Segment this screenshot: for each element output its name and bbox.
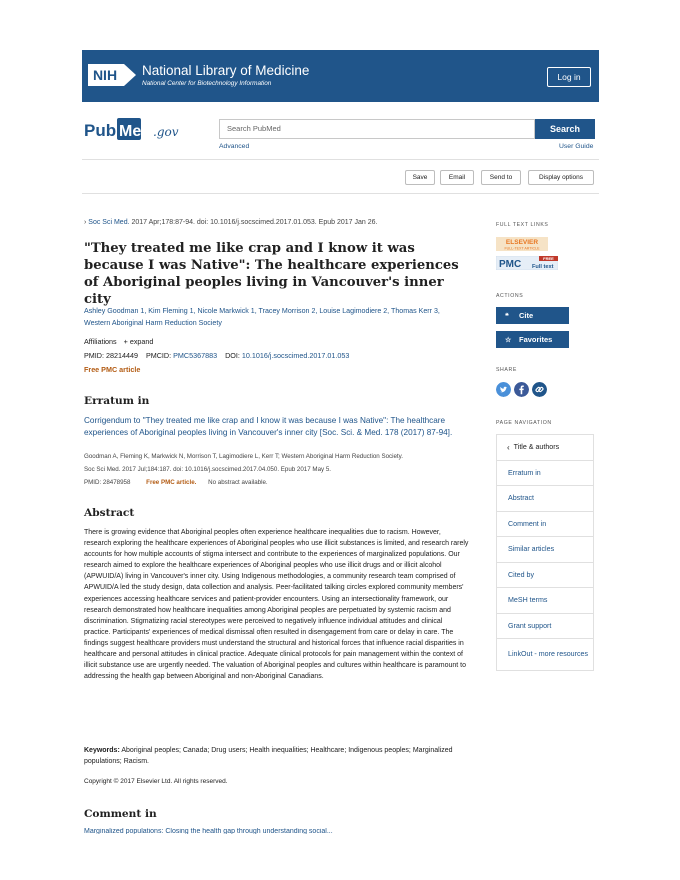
elsevier-link[interactable] (496, 237, 548, 251)
quote-icon: ❝ (505, 313, 509, 320)
page-navigation-label: PAGE NAVIGATION (496, 420, 552, 426)
pmc-full-text-label: Full text (532, 264, 554, 270)
elsevier-label: ELSEVIER (505, 239, 539, 246)
divider (82, 193, 599, 194)
nav-linkout[interactable]: LinkOut - more resources (496, 639, 594, 671)
erratum-pmid: PMID: 28478958 (84, 479, 131, 486)
affiliations-label: Affiliations (84, 337, 117, 346)
keywords-list[interactable]: Aboriginal peoples; Canada; Drug users; Health inequalities; Healthcare; Indigenous peoples; Marginalized populations; Racism. (84, 747, 453, 766)
nav-abstract[interactable]: Abstract (496, 486, 594, 512)
erratum-citation: Soc Sci Med. 2017 Jul;184:187. doi: 10.1016/j.socscimed.2017.04.050. Epub 2017 May 5. (84, 466, 331, 473)
copyright: Copyright © 2017 Elsevier Ltd. All rights reserved. (84, 778, 228, 785)
divider (82, 159, 599, 160)
display-options-button[interactable]: Display options (528, 170, 594, 185)
erratum-heading: Erratum in (84, 395, 150, 407)
share-label: SHARE (496, 367, 517, 373)
pmid: PMID: 28214449 (84, 351, 138, 360)
search-button[interactable]: Search (535, 119, 595, 139)
doi-label: DOI: (225, 351, 240, 360)
pmcid-link[interactable]: PMC5367883 (173, 351, 218, 360)
journal-link[interactable]: Soc Sci Med. (88, 219, 130, 226)
pubmed-logo[interactable] (84, 117, 194, 143)
advanced-search-link[interactable]: Advanced (219, 143, 250, 150)
erratum-link[interactable]: Corrigendum to "They treated me like crap and I know it was because I was Native": The healthcare experiences of Aboriginal peoples living in Vancouver's inner city [Soc. Sci. & Med. 178 (2017) 87-94]. (84, 416, 453, 437)
star-icon: ☆ (505, 337, 512, 344)
cite-label: Cite (519, 311, 534, 320)
nav-title-authors[interactable] (496, 435, 594, 461)
elsevier-sublabel: FULL-TEXT ARTICLE (504, 246, 540, 251)
user-guide-link[interactable]: User Guide (559, 143, 594, 150)
pmc-label: PMC (499, 259, 522, 270)
nav-erratum[interactable]: Erratum in (496, 461, 594, 487)
page-navigation (496, 434, 594, 671)
login-button[interactable]: Log in (547, 67, 591, 87)
citation (84, 219, 464, 226)
citation-details: 2017 Apr;178:87-94. doi: 10.1016/j.socscimed.2017.01.053. Epub 2017 Jan 26. (129, 219, 378, 226)
doi-link[interactable]: 10.1016/j.socscimed.2017.01.053 (241, 351, 350, 360)
nih-logo[interactable] (88, 64, 136, 86)
nav-cited-by[interactable]: Cited by (496, 563, 594, 589)
send-to-button[interactable]: Send to (481, 170, 521, 185)
erratum-no-abstract: No abstract available. (208, 479, 268, 486)
nih-subtitle: National Center for Biotechnology Information (142, 80, 272, 87)
logo-pub: Pub (84, 121, 117, 140)
comment-heading: Comment in (84, 808, 157, 820)
nav-grant-support[interactable]: Grant support (496, 614, 594, 640)
email-button[interactable]: Email (440, 170, 474, 185)
pmc-free-tag: FREE (543, 256, 554, 262)
pmcid-label: PMCID: (145, 351, 172, 360)
cite-button[interactable] (496, 307, 569, 324)
save-button[interactable]: Save (405, 170, 435, 185)
nih-title[interactable]: National Library of Medicine (142, 63, 310, 78)
nav-label: Title & authors (513, 443, 560, 452)
abstract-heading: Abstract (84, 507, 135, 519)
abstract-text: There is growing evidence that Aboriginal peoples often experience healthcare inequalities due to racism. However, research exploring the healthcare experiences of Aboriginal peoples who use illicit substances is limited, and research rarely accounts for how multiple accounts of stigma intersect and contribute to the experiences of marginalized populations. Our research aimed to explore the healthcare experiences of Aboriginal peoples who use illicit drugs and or illicit alcohol (APWUID/A) living in Vancouver's inner city. Using Indigenous methodologies, a community research team comprised of APWUID/A led the study design, data collection and analysis. Peer-facilitated talking circles explored community members' experiences accessing healthcare services and patient-provider encounters. Using an intersectionality framework, our research demonstrated how healthcare inequalities among Aboriginal peoples are perpetuated by systemic racism and discrimination. Stigmatizing racial stereotypes were perceived to negatively influence individual attitudes and clinical practice. Participants' experiences of medical dismissal often resulted in disengagement from care or delay in care. The findings suggest healthcare providers must understand the structural and historical forces that influence racial disparities in healthcare and personal attitudes in clinical practice. Adequate clinical protocols for pain management within the context of illicit substance use are urgently needed. The valuation of Aboriginal peoples and cultures within healthcare is paramount to addressing the health gap between Aboriginal and non-Aboriginal Canadians. (84, 529, 469, 681)
citation-arrow-icon: › (84, 219, 87, 226)
facebook-icon[interactable] (514, 382, 529, 397)
chevron-left-icon: ‹ (507, 442, 510, 452)
nav-similar-articles[interactable]: Similar articles (496, 537, 594, 563)
keywords (84, 745, 469, 767)
comment-link[interactable]: Marginalized populations: Closing the health gap through understanding social... (84, 828, 333, 834)
nih-mark: NIH (92, 67, 118, 83)
twitter-icon[interactable] (496, 382, 511, 397)
favorites-label: Favorites (519, 335, 553, 344)
affiliations (84, 337, 153, 346)
favorites-button[interactable] (496, 331, 569, 348)
search-input[interactable]: Search PubMed (219, 119, 535, 139)
expand-affiliations-button[interactable]: + expand (123, 337, 154, 346)
full-text-links-label: FULL TEXT LINKS (496, 222, 549, 228)
logo-med: Med (119, 123, 151, 140)
pmc-full-text-link[interactable] (496, 256, 558, 270)
logo-gov: .gov (153, 125, 179, 139)
keywords-label: Keywords: (84, 747, 120, 754)
nav-mesh-terms[interactable]: MeSH terms (496, 588, 594, 614)
copy-link-icon[interactable] (532, 382, 547, 397)
article-identifiers (84, 351, 349, 360)
erratum-ids (84, 479, 474, 486)
authors-list[interactable]: Ashley Goodman 1, Kim Fleming 1, Nicole Markwick 1, Tracey Morrison 2, Louise Lagimodiere 2, Thomas Kerr 3, Western Aboriginal Harm Reduction Society (84, 307, 440, 327)
article-title: "They treated me like crap and I know it was because I was Native": The healthcare experiences of Aboriginal peoples living in Vancouver's inner city (84, 241, 459, 307)
erratum-authors: Goodman A, Fleming K, Markwick N, Morrison T, Lagimodiere L, Kerr T; Western Aboriginal Harm Reduction Society. (84, 453, 404, 460)
free-pmc-badge[interactable]: Free PMC article (84, 365, 141, 374)
nih-header (82, 50, 599, 102)
erratum-free-badge[interactable]: Free PMC article. (146, 479, 197, 486)
nav-comment-in[interactable]: Comment in (496, 512, 594, 538)
actions-label: ACTIONS (496, 293, 524, 299)
